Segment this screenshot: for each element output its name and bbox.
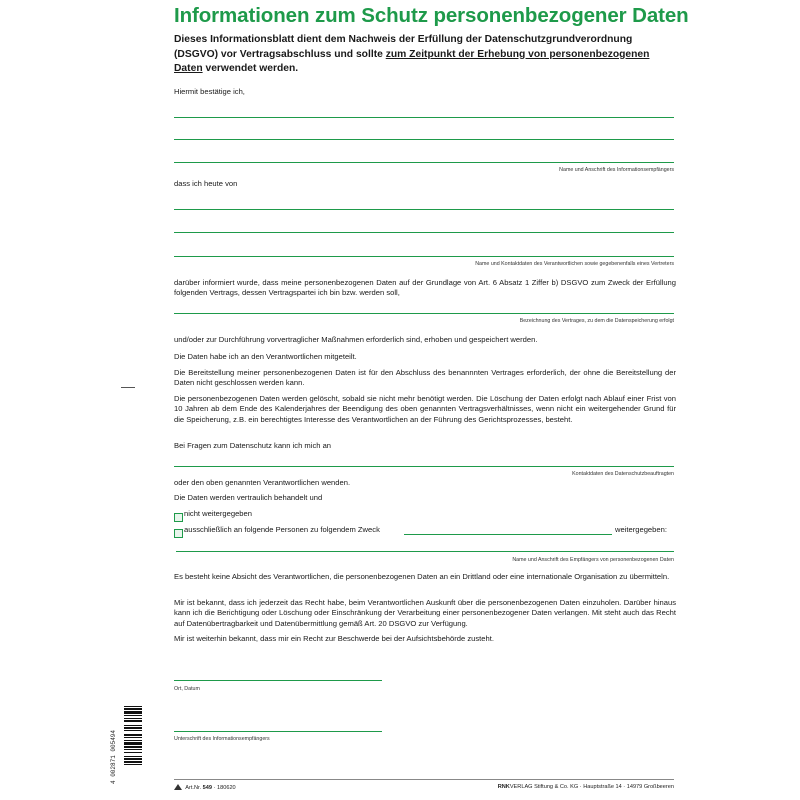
p-precontract: und/oder zur Durchführung vorvertraglicher Maßnahmen erforderlich sind, erhoben und gespeichert werden. <box>174 335 538 344</box>
controller-line-1[interactable] <box>174 209 674 210</box>
purpose-line[interactable] <box>404 534 612 535</box>
p-questions: Bei Fragen zum Datenschutz kann ich mich an <box>174 441 332 450</box>
margin-mark <box>121 387 135 388</box>
barcode <box>124 704 142 790</box>
recipient-line-2[interactable] <box>174 139 674 140</box>
confirm-label: Hiermit bestätige ich, <box>174 87 245 96</box>
controller-line-2[interactable] <box>174 232 674 233</box>
p-complaint: Mir ist weiterhin bekannt, dass mir ein Recht zur Beschwerde bei der Aufsichtsbehörde zusteht. <box>174 634 494 643</box>
recipient-line-1[interactable] <box>174 117 674 118</box>
receiver-line[interactable] <box>176 551 674 552</box>
controller-line-3[interactable] <box>174 256 674 257</box>
p-deletion: Die personenbezogenen Daten werden gelöscht, sobald sie nicht mehr benötigt werden. Die Löschung der Daten erfolgt nach Ablauf einer Frist von 10 Jahren ab dem Ende des Kalenderjahres der Beendigung des oben genannten Vertragsverhältnisses, wenn nicht ein weitergehender Grund für die Speicherung, z.B. ein berechtigtes Interesse des Verantwortlichen an der Führung des Gerichtsprozesses, besteht. <box>174 394 676 424</box>
caption-signature: Unterschrift des Informationsempfängers <box>174 736 270 742</box>
page-title: Informationen zum Schutz personenbezogener Daten <box>174 4 689 27</box>
caption-recipient: Name und Anschrift des Informationsempfängers <box>559 167 674 173</box>
p-third-country: Es besteht keine Absicht des Verantwortlichen, die personenbezogenen Daten an ein Drittland oder eine internationale Organisation zu übermitteln. <box>174 572 670 581</box>
rnk-logo-icon <box>174 784 182 790</box>
footer-publisher: RNKVERLAG Stiftung & Co. KG · Hauptstraße 14 · 14979 Großbeeren <box>497 784 674 790</box>
p-confidential: Die Daten werden vertraulich behandelt und <box>174 493 323 502</box>
recipient-line-3[interactable] <box>174 162 674 163</box>
footer-rule <box>174 779 674 780</box>
option-shared-label: ausschließlich an folgende Personen zu folgendem Zweck <box>184 525 380 534</box>
caption-place-date: Ort, Datum <box>174 686 200 692</box>
p-provision: Die Bereitstellung meiner personenbezogenen Daten ist für den Abschluss des benannnten Vertrages erforderlich, der ohne die Bereitstellung der Daten nicht geschlossen werden kann. <box>174 368 676 388</box>
footer-article: Art.Nr. 549 · 180620 <box>174 784 236 791</box>
option-shared-suffix: weitergegeben: <box>615 525 667 534</box>
today-label: dass ich heute von <box>174 179 238 188</box>
checkbox-shared[interactable] <box>174 525 183 543</box>
informed-text: darüber informiert wurde, dass meine personenbezogenen Daten auf der Grundlage von Art. 6 Absatz 1 Ziffer b) DSGVO zum Zweck der Erfüllung folgenden Vertrags, dessen Vertragspartei ich bin bzw. werden soll, <box>174 278 676 298</box>
caption-dpo: Kontaktdaten des Datenschutzbeauftragten <box>572 471 674 477</box>
contract-line[interactable] <box>174 313 674 314</box>
caption-controller: Name und Kontaktdaten des Verantwortlichen sowie gegebenenfalls eines Vertreters <box>475 261 674 267</box>
intro-text: Dieses Informationsblatt dient dem Nachweis der Erfüllung der Datenschutzgrundverordnung (DSGVO) vor Vertragsabschluss und sollte zum Zeitpunkt der Erhebung von personenbezogenen Daten verwendet werden. <box>174 34 650 74</box>
option-not-shared-label: nicht weitergegeben <box>184 509 252 518</box>
dpo-line[interactable] <box>174 466 674 467</box>
p-rights: Mir ist bekannt, dass ich jederzeit das Recht habe, beim Verantwortlichen Auskunft über die personenbezogenen Daten einzuholen. Darüber hinaus kann ich die Berichtigung oder Löschung oder Einschränkung der Verarbeitung einer personenbezogener Daten verlangen. Mit steht auch das Recht auf Datenübertragbarkeit und Datenübermittlung gemäß Art. 20 DSGVO zur Verfügung. <box>174 598 676 628</box>
p-or: oder den oben genannten Verantwortlichen wenden. <box>174 478 351 487</box>
signature-line[interactable] <box>174 731 382 732</box>
caption-contract: Bezeichnung des Vertrages, zu dem die Datenspeicherung erfolgt <box>519 318 674 324</box>
barcode-number: 4 002871 005494 <box>110 729 117 784</box>
p-shared: Die Daten habe ich an den Verantwortlichen mitgeteilt. <box>174 352 357 361</box>
place-date-line[interactable] <box>174 680 382 681</box>
caption-receiver: Name und Anschrift des Empfängers von personenbezogenen Daten <box>512 557 674 563</box>
